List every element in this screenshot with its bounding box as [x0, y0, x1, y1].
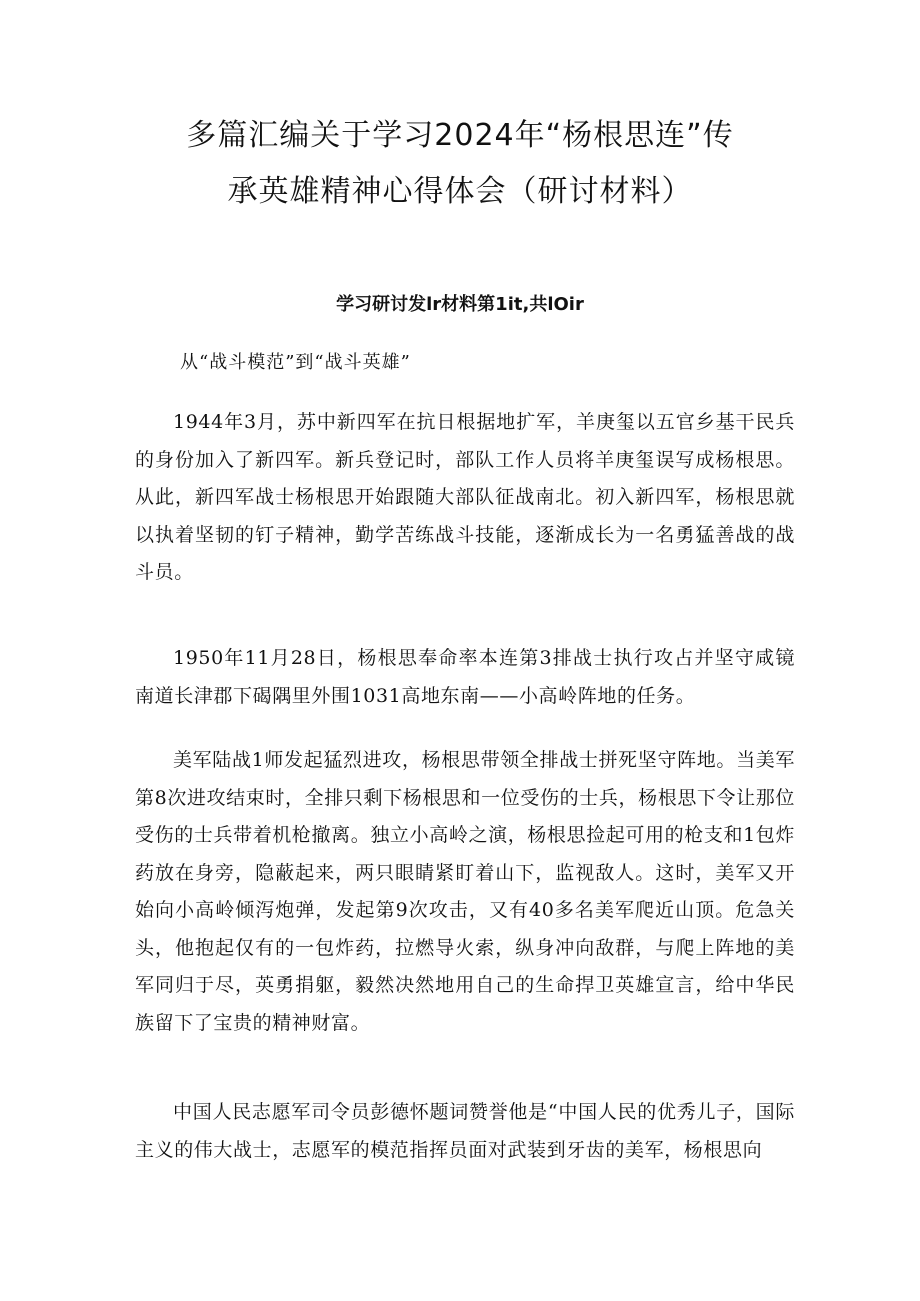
body-paragraph: 1944年3月，苏中新四军在抗日根据地扩军，羊庚玺以五官乡基干民兵的身份加入了新四军。新兵登记时，部队工作人员将羊庚玺误写成杨根思。从此，新四军战士杨根思开始跟随大部队征战南北。初入新四军，杨根思就以执着坚韧的钉子精神，勤学苦练战斗技能，逐渐成长为一名勇猛善战的战斗员。: [135, 411, 795, 583]
document-title-line-2: 承英雄精神心得体会（研讨材料）: [227, 174, 693, 209]
body-paragraph: 1950年11月28日，杨根思奉命率本连第3排战士执行攻占并坚守咸镜南道长津郡下碣隅里外围1031高地东南——小高岭阵地的任务。: [135, 647, 795, 707]
section-heading: 从“战斗模范”到“战斗英雄”: [180, 352, 411, 373]
document-title: [120, 108, 800, 220]
body-paragraph: 美军陆战1师发起猛烈进攻，杨根思带领全排战士拼死坚守阵地。当美军第8次进攻结束时，全排只剩下杨根思和一位受伤的士兵，杨根思下令让那位受伤的士兵带着机枪撤离。独立小高岭之演，杨根思捡起可用的枪支和1包炸药放在身旁，隐蔽起来，两只眼睛紧盯着山下，监视敌人。这时，美军又开始向小高岭倾泻炮弹，发起第9次攻击，又有40多名美军爬近山顶。危急关头，他抱起仅有的一包炸药，拉燃导火索，纵身冲向敌群，与爬上阵地的美军同归于尽，英勇捐躯，毅然决然地用自己的生命捍卫英雄宣言，给中华民族留下了宝贵的精神财富。: [135, 749, 795, 1034]
body-paragraph: 中国人民志愿军司令员彭德怀题词赞誉他是“中国人民的优秀儿子，国际主义的伟大战士，志愿军的模范指挥员面对武装到牙齿的美军，杨根思向: [135, 1101, 795, 1161]
document-title-line-1: 多篇汇编关于学习2024年“杨根思连”传: [186, 118, 734, 153]
document-subtitle: 学习研讨发lr材料第1it,共lOir: [336, 294, 584, 315]
